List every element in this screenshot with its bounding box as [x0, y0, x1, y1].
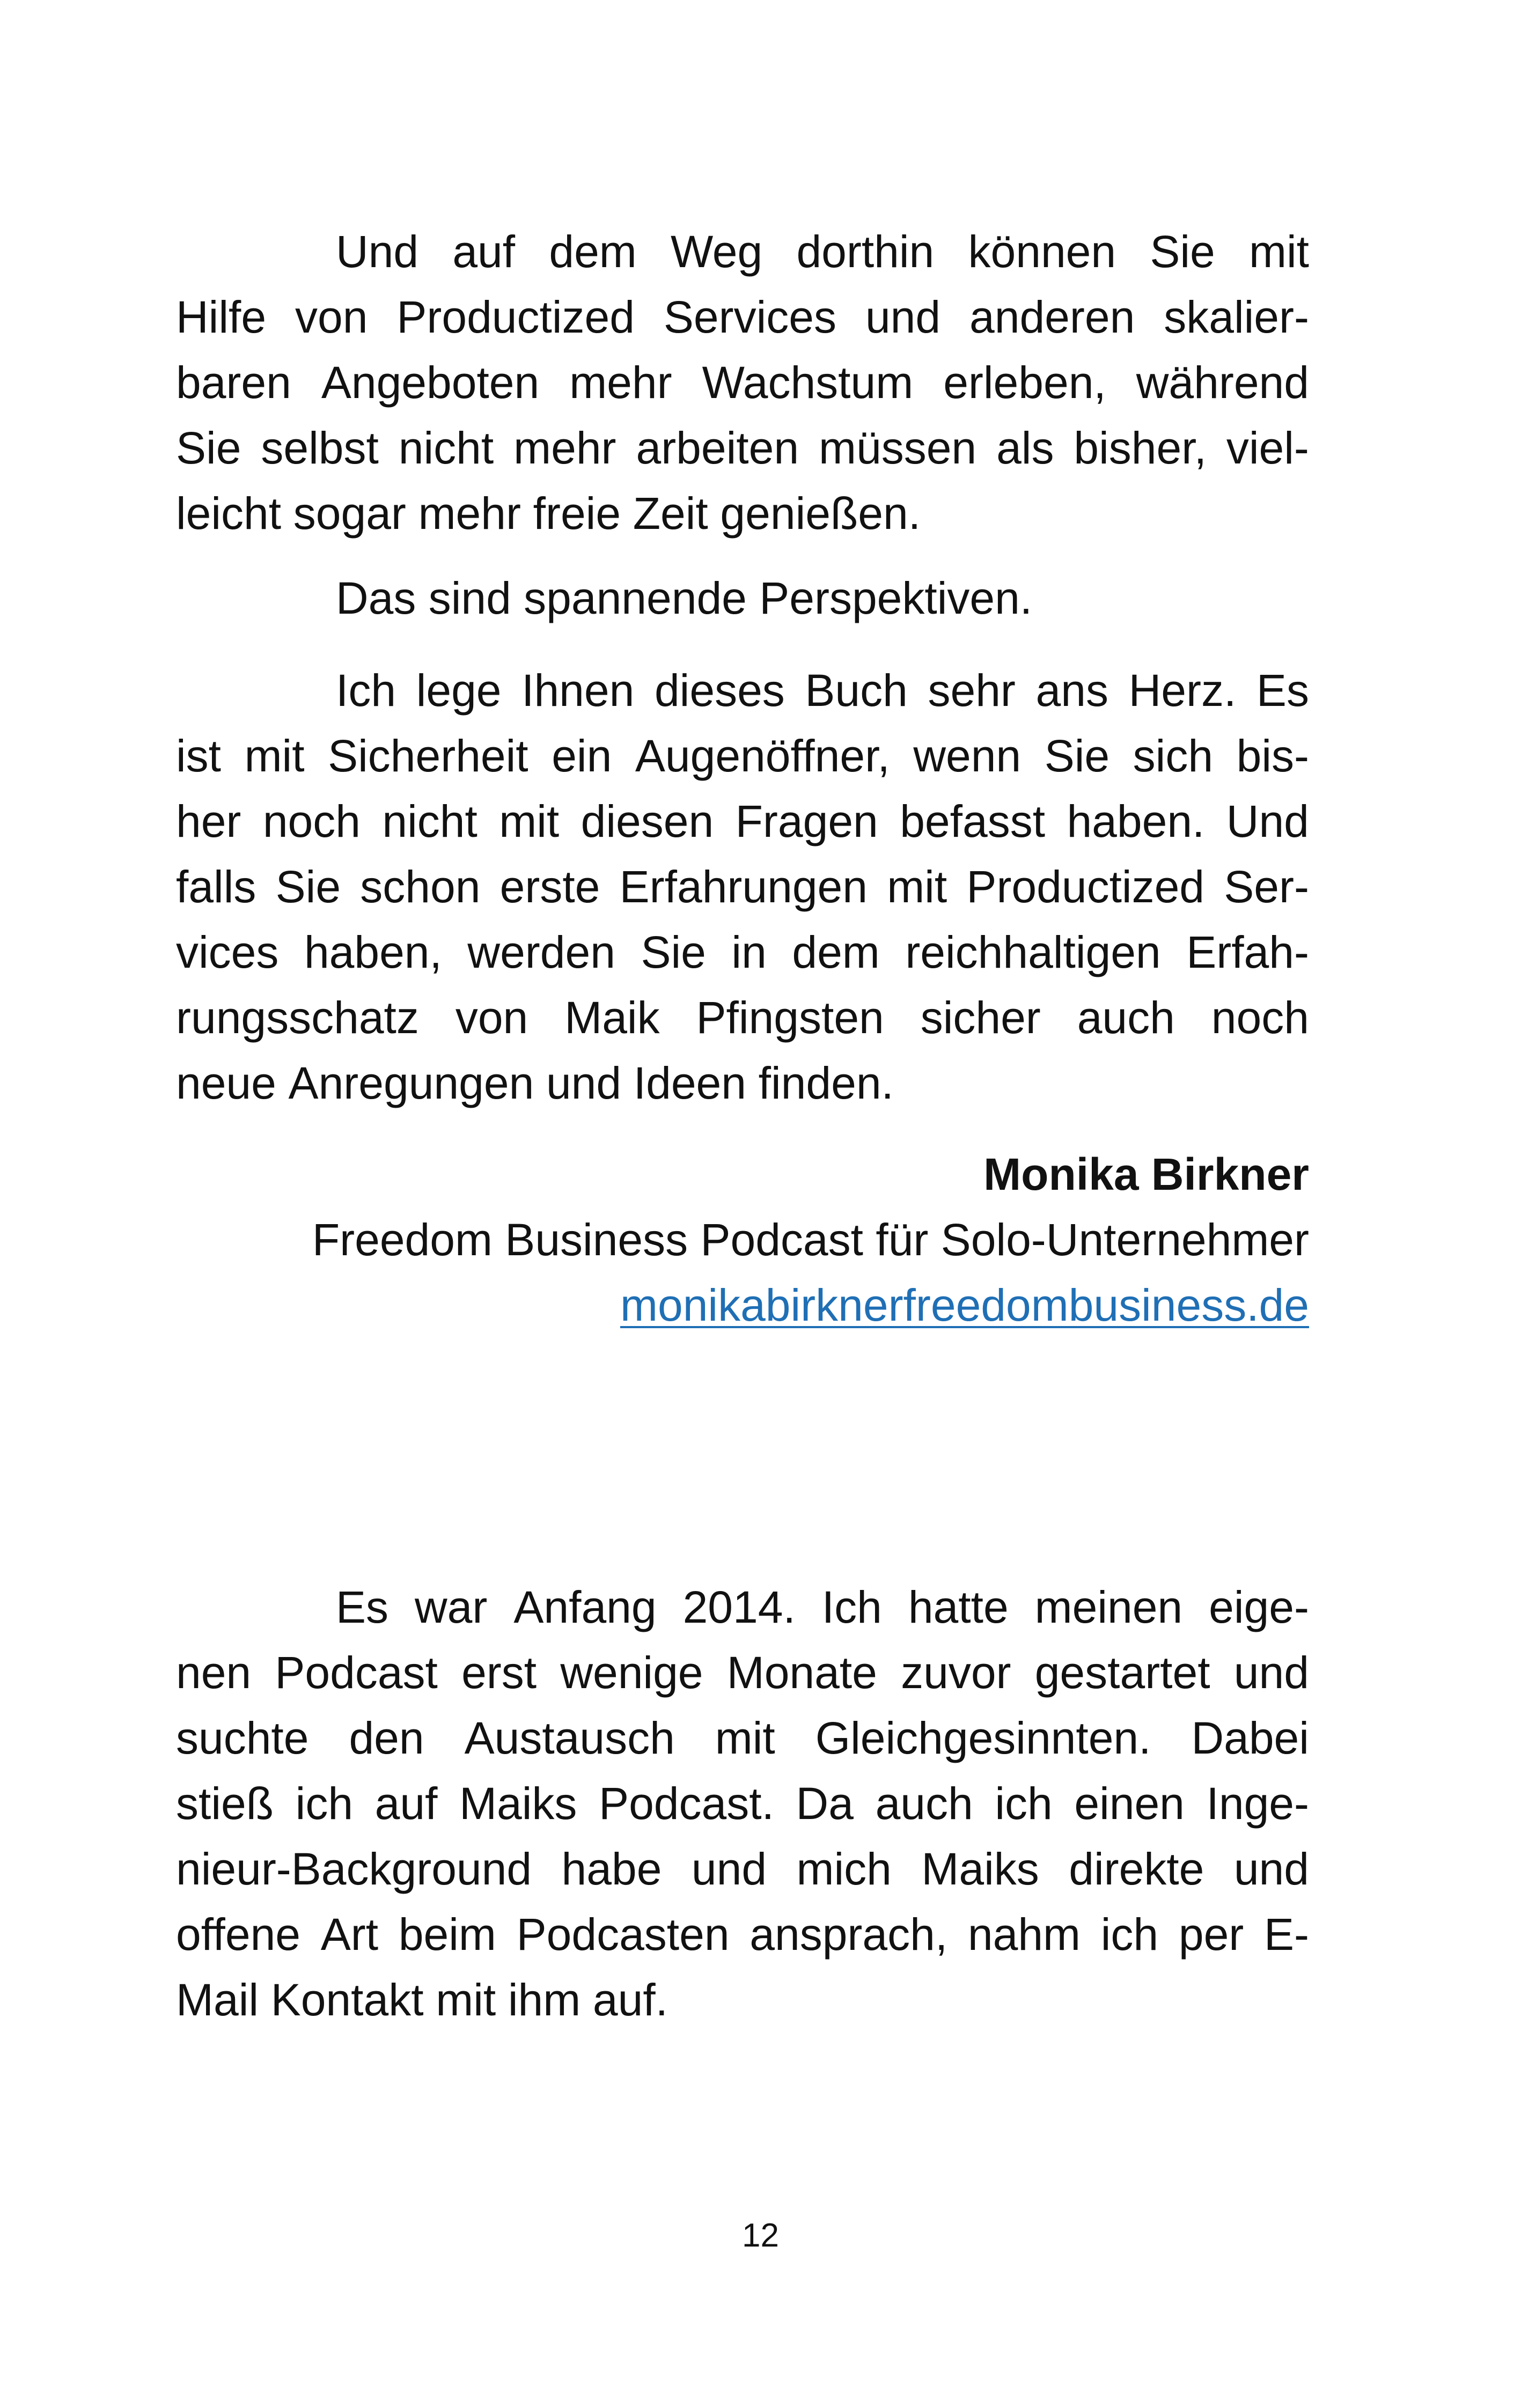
word: Podcast	[275, 1647, 438, 1698]
word: neue	[176, 1058, 276, 1108]
word: Inge-	[1206, 1778, 1309, 1829]
word: Hilfe	[176, 292, 267, 342]
word: Maik	[564, 992, 660, 1043]
word: finden.	[758, 1058, 894, 1108]
text-line	[176, 854, 1309, 919]
word: Herz.	[1128, 665, 1237, 716]
word: mehr	[418, 488, 521, 539]
word: suchte	[176, 1713, 309, 1763]
text-line	[176, 1574, 1309, 1640]
word: von	[455, 992, 528, 1043]
paragraph-exciting-perspectives: Das sind spannende Perspektiven.	[336, 573, 1033, 623]
word: haben,	[304, 927, 442, 977]
word: Podcasten	[516, 1909, 730, 1960]
word: Sicherheit	[328, 731, 528, 781]
word: befasst	[900, 796, 1046, 846]
word: selbst	[261, 423, 379, 473]
word: dem	[792, 927, 880, 977]
word: sich	[1133, 731, 1214, 781]
word: auf	[374, 1778, 438, 1829]
word: ein	[552, 731, 612, 781]
word: wenn	[913, 731, 1022, 781]
word: und	[1233, 1647, 1309, 1698]
word: ich	[1100, 1909, 1159, 1960]
word: ihm	[508, 1975, 581, 2025]
word: erleben,	[943, 357, 1106, 408]
word: Services	[663, 292, 836, 342]
word: gestartet	[1034, 1647, 1210, 1698]
word: sogar	[293, 488, 406, 539]
word: Da	[796, 1778, 854, 1829]
word: dieses	[654, 665, 785, 716]
word: Ihnen	[521, 665, 635, 716]
word: direkte	[1069, 1844, 1204, 1894]
word: Angeboten	[321, 357, 540, 408]
word: baren	[176, 357, 291, 408]
word: offene	[176, 1909, 301, 1960]
word: viel-	[1226, 423, 1309, 473]
word: mehr	[569, 357, 672, 408]
word: ans	[1035, 665, 1108, 716]
word: Ideen	[633, 1058, 746, 1108]
word: und	[865, 292, 941, 342]
word: mit	[499, 796, 560, 846]
word: Productized	[966, 861, 1205, 912]
word: reichhaltigen	[905, 927, 1161, 977]
text-line	[176, 415, 1309, 481]
word: Fragen	[735, 796, 878, 846]
signature-website-link[interactable]: monikabirknerfreedombusiness.de	[620, 1280, 1309, 1330]
word: erst	[461, 1647, 537, 1698]
word: auf	[452, 226, 516, 277]
word: habe	[561, 1844, 662, 1894]
word: Zeit	[633, 488, 708, 539]
word: mehr	[513, 423, 616, 473]
word: Podcast.	[599, 1778, 774, 1829]
word: sehr	[928, 665, 1016, 716]
word: Weg	[671, 226, 763, 277]
word: noch	[1211, 992, 1309, 1043]
word: Gleichgesinnten.	[815, 1713, 1151, 1763]
word: Ser-	[1224, 861, 1309, 912]
text-line	[176, 350, 1309, 415]
word: dem	[549, 226, 637, 277]
text-line	[176, 919, 1309, 985]
word: auch	[1077, 992, 1175, 1043]
word: 2014.	[682, 1582, 796, 1632]
word: nicht	[398, 423, 494, 473]
word: müssen	[819, 423, 977, 473]
word: dorthin	[796, 226, 935, 277]
word: auf.	[592, 1975, 668, 2025]
word: hatte	[908, 1582, 1009, 1632]
word: diesen	[581, 796, 714, 846]
word: anderen	[969, 292, 1135, 342]
word: Maiks	[921, 1844, 1039, 1894]
text-line	[176, 1836, 1309, 1902]
author-signature	[312, 1142, 1309, 1338]
word: Es	[336, 1582, 389, 1632]
word: haben.	[1067, 796, 1205, 846]
word: zuvor	[901, 1647, 1011, 1698]
word: Erfah-	[1186, 927, 1309, 977]
word: ansprach,	[750, 1909, 948, 1960]
word: Sie	[275, 861, 341, 912]
word: war	[415, 1582, 488, 1632]
word: nahm	[967, 1909, 1081, 1960]
word: Buch	[805, 665, 908, 716]
word: Kontakt	[270, 1975, 424, 2025]
word: den	[349, 1713, 424, 1763]
word: leicht	[176, 488, 282, 539]
word: einen	[1074, 1778, 1185, 1829]
page-number: 12	[742, 2217, 779, 2254]
word: Dabei	[1191, 1713, 1309, 1763]
word: werden	[467, 927, 615, 977]
word: und	[691, 1844, 767, 1894]
word: Maiks	[459, 1778, 577, 1829]
word: in	[731, 927, 767, 977]
word: Erfahrungen	[619, 861, 868, 912]
word: nieur-Background	[176, 1844, 532, 1894]
word: und	[546, 1058, 622, 1108]
signature-name: Monika Birkner	[983, 1149, 1309, 1199]
word: Monate	[726, 1647, 877, 1698]
text-line	[176, 789, 1309, 854]
word: per	[1178, 1909, 1244, 1960]
word: mit	[887, 861, 947, 912]
word: während	[1136, 357, 1309, 408]
word: Productized	[396, 292, 635, 342]
word: Und	[1226, 796, 1309, 846]
word: meinen	[1034, 1582, 1183, 1632]
word: als	[996, 423, 1054, 473]
paragraph-beginning-2014	[176, 1574, 1309, 2033]
word: mit	[244, 731, 305, 781]
word: Anfang	[513, 1582, 657, 1632]
word: mit	[1248, 226, 1309, 277]
word: bis-	[1236, 731, 1309, 781]
word: Anregungen	[288, 1058, 534, 1108]
word: mit	[436, 1975, 496, 2025]
word: mich	[796, 1844, 892, 1894]
text-line	[176, 1640, 1309, 1705]
word: mit	[715, 1713, 775, 1763]
word: noch	[262, 796, 361, 846]
text-line	[176, 658, 1309, 723]
word: ich	[995, 1778, 1053, 1829]
text-line	[176, 1771, 1309, 1836]
text-line	[176, 1967, 1309, 2033]
word: schon	[360, 861, 481, 912]
word: erste	[499, 861, 600, 912]
word: auch	[875, 1778, 973, 1829]
text-line	[176, 1050, 1309, 1116]
word: Sie	[1150, 226, 1215, 277]
signature-title: Freedom Business Podcast für Solo-Unternehmer	[312, 1214, 1309, 1265]
word: Mail	[176, 1975, 259, 2025]
word: falls	[176, 861, 256, 912]
word: beim	[398, 1909, 496, 1960]
word: vices	[176, 927, 279, 977]
word: Es	[1256, 665, 1309, 716]
word: Sie	[176, 423, 241, 473]
word: Augenöffner,	[635, 731, 890, 781]
word: freie	[533, 488, 621, 539]
word: Und	[336, 226, 419, 277]
word: von	[295, 292, 368, 342]
word: und	[1233, 1844, 1309, 1894]
word: nen	[176, 1647, 252, 1698]
word: nicht	[382, 796, 477, 846]
word: genießen.	[720, 488, 921, 539]
word: eige-	[1209, 1582, 1309, 1632]
word: Sie	[1044, 731, 1110, 781]
word: arbeiten	[636, 423, 799, 473]
word: Sie	[641, 927, 706, 977]
text-line	[176, 1705, 1309, 1771]
word: skalier-	[1164, 292, 1309, 342]
word: E-	[1263, 1909, 1309, 1960]
text-line	[176, 1902, 1309, 1967]
word: ich	[295, 1778, 354, 1829]
word: lege	[416, 665, 502, 716]
word: wenige	[560, 1647, 703, 1698]
paragraph-perspective	[176, 219, 1309, 546]
word: können	[968, 226, 1116, 277]
word: her	[176, 796, 241, 846]
word: Wachstum	[702, 357, 914, 408]
text-line	[176, 723, 1309, 789]
word: sicher	[920, 992, 1041, 1043]
word: stieß	[176, 1778, 274, 1829]
word: Ich	[821, 1582, 882, 1632]
word: Austausch	[464, 1713, 675, 1763]
text-line	[176, 481, 1309, 546]
word: Art	[320, 1909, 379, 1960]
word: rungsschatz	[176, 992, 419, 1043]
paragraph-recommendation	[176, 658, 1309, 1116]
word: Ich	[336, 665, 396, 716]
text-line	[176, 219, 1309, 284]
text-line	[176, 985, 1309, 1050]
word: ist	[176, 731, 221, 781]
word: Pfingsten	[696, 992, 884, 1043]
word: bisher,	[1074, 423, 1207, 473]
text-line	[176, 284, 1309, 350]
